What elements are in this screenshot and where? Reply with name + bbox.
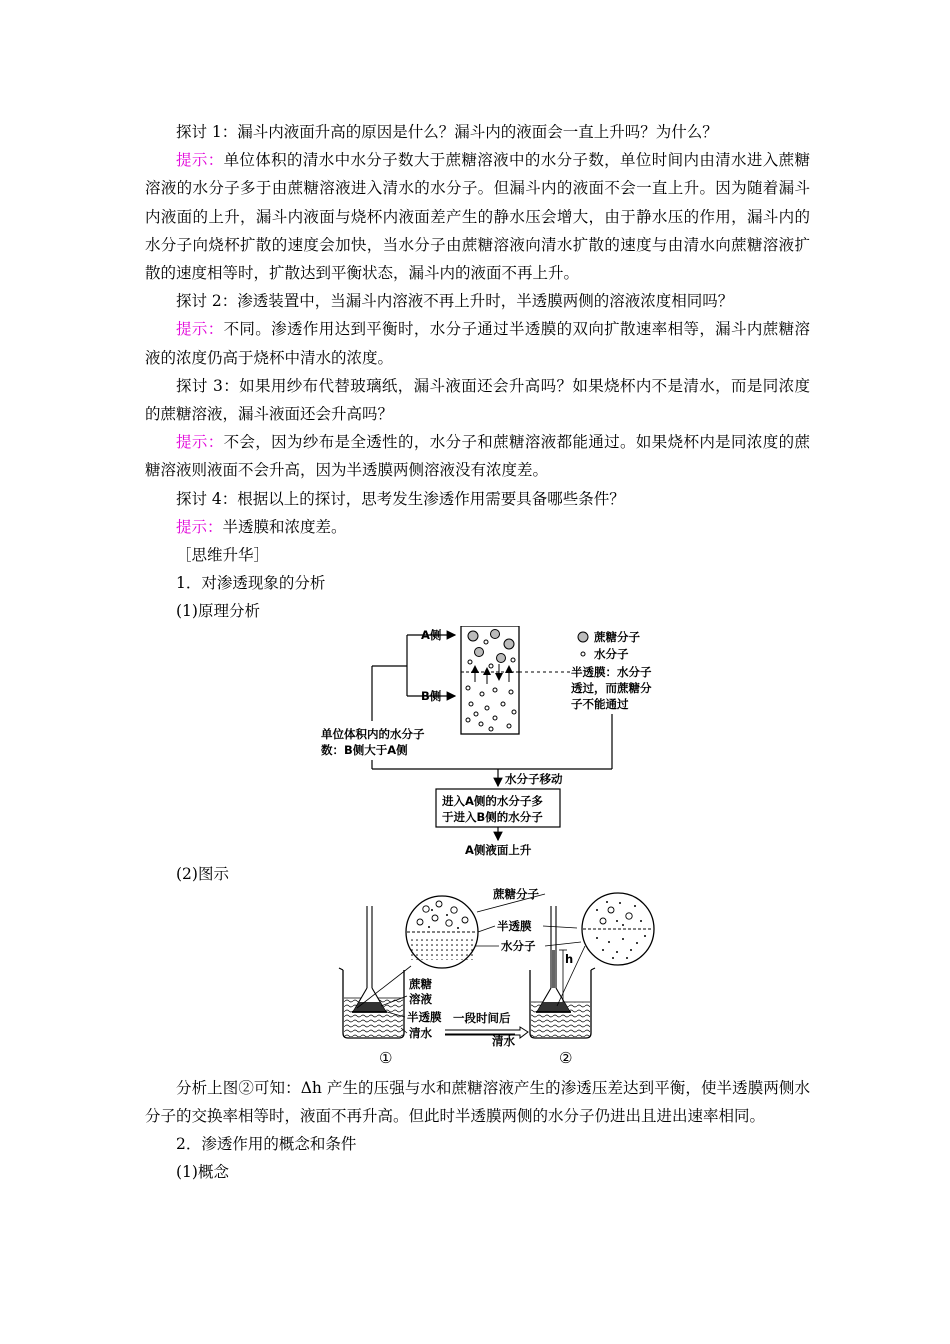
left-note-2: 数：B侧大于A侧: [321, 742, 408, 757]
membrane-note-1: 半透膜：水分子: [571, 664, 652, 679]
membrane-note-2: 透过，而蔗糖分: [571, 680, 652, 695]
left-note-1: 单位体积内的水分子: [321, 726, 425, 741]
answer-1-text: 单位体积的清水中水分子数大于蔗糖溶液中的水分子数，单位时间内由清水进入蔗糖溶液的水分子多于由蔗糖溶液进入清水的水分子。但漏斗内的液面不会一直上升。因为随着漏斗内液面的上升，漏斗内液面与烧杯内液面差产生的静水压会增大，由于静水压的作用，漏斗内的水分子向烧杯扩散的速度会加快，当水分子由蔗糖溶液向清水扩散的速度与由清水向蔗糖溶液扩散的速度相等时，扩散达到平衡状态，漏斗内的液面不再上升。: [145, 151, 810, 283]
heading-2: 2．渗透作用的概念和条件: [176, 1135, 357, 1154]
membrane-note-3: 子不能通过: [571, 696, 629, 711]
principle-diagram-svg: [145, 626, 810, 858]
answer-2: [145, 315, 810, 371]
osmosis-diagram: [145, 888, 810, 1070]
hint-label: 提示：: [176, 320, 224, 339]
legend-sugar: 蔗糖分子: [594, 629, 640, 644]
heading-2-1: (1)概念: [176, 1163, 229, 1182]
answer-1: [145, 146, 810, 287]
question-1: 探讨 1：漏斗内液面升高的原因是什么？漏斗内的液面会一直上升吗？为什么？: [176, 123, 718, 141]
b-side-label: B侧: [421, 688, 442, 703]
hint-label: 提示：: [176, 517, 223, 536]
water-move-label: 水分子移动: [505, 771, 563, 786]
hint-label: 提示：: [176, 433, 224, 452]
answer-3: [145, 428, 810, 484]
document-page: [145, 118, 810, 1187]
heading-1-1: (1)原理分析: [176, 602, 260, 621]
height-label: h: [565, 951, 574, 966]
answer-3-text: 不会，因为纱布是全透性的，水分子和蔗糖溶液都能通过。如果烧杯内是同浓度的蔗糖溶液则液面不会升高，因为半透膜两侧溶液没有浓度差。: [145, 433, 810, 480]
apparatus-2: [530, 893, 654, 1038]
hint-label: 提示：: [176, 151, 224, 170]
a-side-label: A侧: [421, 627, 442, 642]
answer-2-text: 不同。渗透作用达到平衡时，水分子通过半透膜的双向扩散速率相等，漏斗内蔗糖溶液的浓度仍高于烧杯中清水的浓度。: [145, 320, 810, 367]
legend-water: 水分子: [594, 646, 629, 661]
answer-4: [145, 513, 810, 541]
sugar-solution-label-1: 蔗糖: [409, 976, 432, 991]
sugar-molecule-label: 蔗糖分子: [493, 887, 539, 901]
result-label: A侧液面上升: [465, 842, 532, 857]
after-time-label: 一段时间后: [453, 1010, 511, 1025]
water-label-1: 清水: [409, 1025, 432, 1040]
membrane-center-label: 半透膜: [497, 918, 532, 933]
question-2: 探讨 2：渗透装置中，当漏斗内溶液不再上升时，半透膜两侧的溶液浓度相同吗？: [176, 292, 734, 311]
water-molecule-label: 水分子: [501, 938, 536, 953]
membrane-label-1: 半透膜: [407, 1009, 442, 1024]
sugar-solution-label-2: 溶液: [409, 991, 432, 1006]
section-title: ［思维升华］: [176, 546, 270, 565]
answer-4-text: 半透膜和浓度差。: [222, 517, 347, 536]
heading-1: 1．对渗透现象的分析: [176, 574, 326, 593]
question-4: 探讨 4：根据以上的探讨，思考发生渗透作用需要具备哪些条件？: [176, 489, 625, 508]
analysis-paragraph: 分析上图②可知：Δh 产生的压强与水和蔗糖溶液产生的渗透压差达到平衡，使半透膜两侧水分子的交换率相等时，液面不再升高。但此时半透膜两侧的水分子仍进出且进出速率相同。: [145, 1078, 810, 1126]
heading-1-2: (2)图示: [176, 864, 229, 883]
result-box-1: 进入A侧的水分子多: [442, 793, 543, 808]
question-3: 探讨 3：如果用纱布代替玻璃纸，漏斗液面还会升高吗？如果烧杯内不是清水，而是同浓度的蔗糖溶液，漏斗液面还会升高吗？: [145, 376, 810, 424]
figure-number-1: ①: [379, 1048, 393, 1067]
osmosis-diagram-svg: [145, 888, 810, 1070]
principle-diagram: [145, 626, 810, 858]
water-label-2: 清水: [492, 1033, 515, 1048]
figure-number-2: ②: [559, 1048, 573, 1067]
result-box-2: 于进入B侧的水分子: [442, 809, 543, 824]
